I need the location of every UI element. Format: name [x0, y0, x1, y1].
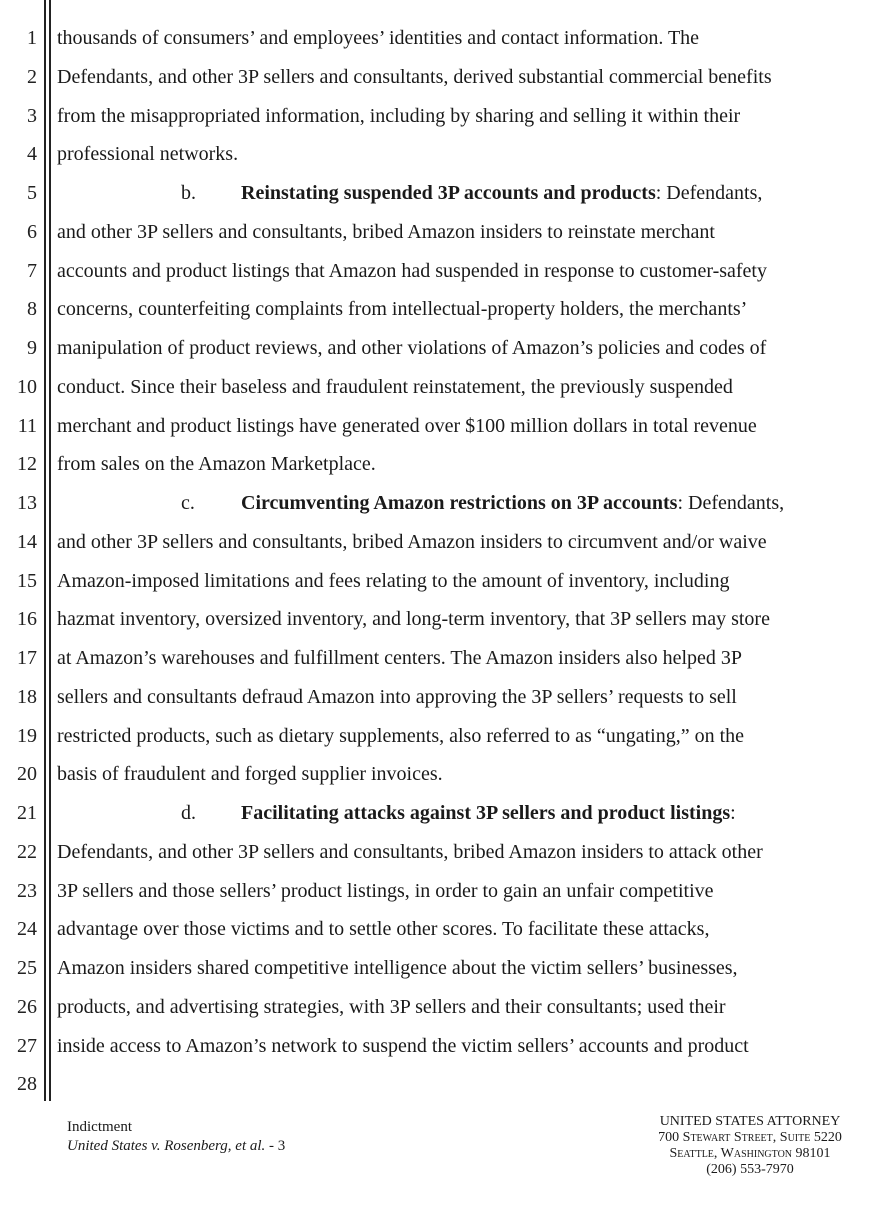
text-line: products, and advertising strategies, with 3P sellers and their consultants; used their — [57, 995, 726, 1018]
line-number: 22 — [17, 840, 37, 863]
text-line: concerns, counterfeiting complaints from intellectual-property holders, the merchants’ — [57, 298, 748, 321]
text-line: and other 3P sellers and consultants, bribed Amazon insiders to reinstate merchant — [57, 220, 715, 243]
text-line: sellers and consultants defraud Amazon into approving the 3P sellers’ requests to sell — [57, 685, 737, 708]
line-number: 1 — [27, 27, 37, 49]
text-line: Amazon-imposed limitations and fees relating to the amount of inventory, including — [57, 569, 730, 592]
line-number: 9 — [27, 337, 37, 359]
text-line: merchant and product listings have generated over $100 million dollars in total revenue — [57, 414, 757, 437]
section-letter: c. — [181, 492, 195, 514]
section-letter: b. — [181, 182, 196, 204]
text-line: and other 3P sellers and consultants, bribed Amazon insiders to circumvent and/or waive — [57, 530, 767, 553]
section-heading-b — [57, 174, 867, 213]
line-number: 23 — [17, 879, 37, 902]
line-number: 16 — [17, 608, 37, 631]
text-run: : Defendants, — [655, 182, 763, 204]
section-heading-c — [57, 484, 867, 523]
margin-rule-right — [49, 0, 51, 1101]
line-number: 28 — [17, 1073, 37, 1096]
section-heading-d — [57, 794, 867, 833]
document-body — [57, 19, 867, 1104]
line-number: 8 — [27, 298, 37, 321]
text-line: Defendants, and other 3P sellers and consultants, bribed Amazon insiders to attack other — [57, 840, 763, 863]
text-line: Defendants, and other 3P sellers and consultants, derived substantial commercial benefits — [57, 65, 772, 88]
text-line: manipulation of product reviews, and other violations of Amazon’s policies and codes of — [57, 337, 767, 359]
office-street: 700 Stewart Street, Suite 5220 — [658, 1130, 842, 1145]
text-line: accounts and product listings that Amazon had suspended in response to customer-safety — [57, 259, 767, 282]
text-run: : Defendants, — [677, 492, 785, 514]
text-line: from the misappropriated information, including by sharing and selling it within their — [57, 104, 741, 127]
text-line: Amazon insiders shared competitive intelligence about the victim sellers’ businesses, — [57, 957, 738, 979]
line-number: 20 — [17, 763, 37, 786]
office-name: UNITED STATES ATTORNEY — [659, 1114, 841, 1129]
line-number: 12 — [17, 453, 37, 476]
text-line: professional networks. — [57, 143, 239, 166]
section-letter: d. — [181, 802, 196, 824]
text-line: conduct. Since their baseless and fraudulent reinstatement, the previously suspended — [57, 375, 733, 398]
section-title: Circumventing Amazon restrictions on 3P accounts — [241, 492, 678, 514]
text-line: hazmat inventory, oversized inventory, and long-term inventory, that 3P sellers may store — [57, 608, 770, 631]
margin-rule-left — [44, 0, 46, 1101]
line-number: 21 — [17, 802, 37, 824]
text-run: : — [730, 802, 736, 824]
document-type: Indictment — [67, 1119, 132, 1135]
line-number: 18 — [17, 685, 37, 708]
line-number: 5 — [27, 182, 37, 204]
line-number: 11 — [17, 414, 37, 437]
line-number: 14 — [17, 530, 37, 553]
line-number: 26 — [17, 995, 37, 1018]
text-line — [57, 1065, 867, 1104]
line-number: 24 — [17, 918, 37, 941]
text-line: thousands of consumers’ and employees’ identities and contact information. The — [57, 27, 700, 49]
office-phone: (206) 553-7970 — [706, 1162, 794, 1177]
line-number: 3 — [27, 104, 37, 127]
line-number: 25 — [17, 957, 37, 979]
line-number: 4 — [27, 143, 37, 166]
line-number: 2 — [27, 65, 37, 88]
section-title: Facilitating attacks against 3P sellers and product listings — [241, 802, 731, 824]
text-line: inside access to Amazon’s network to suspend the victim sellers’ accounts and product — [57, 1034, 749, 1057]
section-title: Reinstating suspended 3P accounts and products — [241, 182, 656, 204]
page-number: - 3 — [265, 1138, 286, 1154]
case-caption: United States v. Rosenberg, et al. — [67, 1138, 266, 1154]
line-number: 27 — [17, 1034, 37, 1057]
line-number: 13 — [17, 492, 37, 514]
line-number: 15 — [17, 569, 37, 592]
line-number: 7 — [27, 259, 37, 282]
line-number: 19 — [17, 724, 37, 747]
text-line: advantage over those victims and to settle other scores. To facilitate these attacks, — [57, 918, 710, 941]
footer-office-address — [650, 1114, 850, 1178]
office-city: Seattle, Washington 98101 — [669, 1146, 831, 1161]
footer-caption — [67, 1118, 285, 1156]
text-line: basis of fraudulent and forged supplier invoices. — [57, 763, 443, 786]
text-line: from sales on the Amazon Marketplace. — [57, 453, 376, 476]
text-line: at Amazon’s warehouses and fulfillment centers. The Amazon insiders also helped 3P — [57, 647, 743, 669]
line-number-column — [0, 19, 37, 1104]
line-number: 6 — [27, 220, 37, 243]
line-number: 17 — [17, 647, 37, 669]
text-line: restricted products, such as dietary supplements, also referred to as “ungating,” on the — [57, 724, 745, 747]
line-number: 10 — [17, 375, 37, 398]
text-line: 3P sellers and those sellers’ product listings, in order to gain an unfair competitive — [57, 879, 714, 902]
